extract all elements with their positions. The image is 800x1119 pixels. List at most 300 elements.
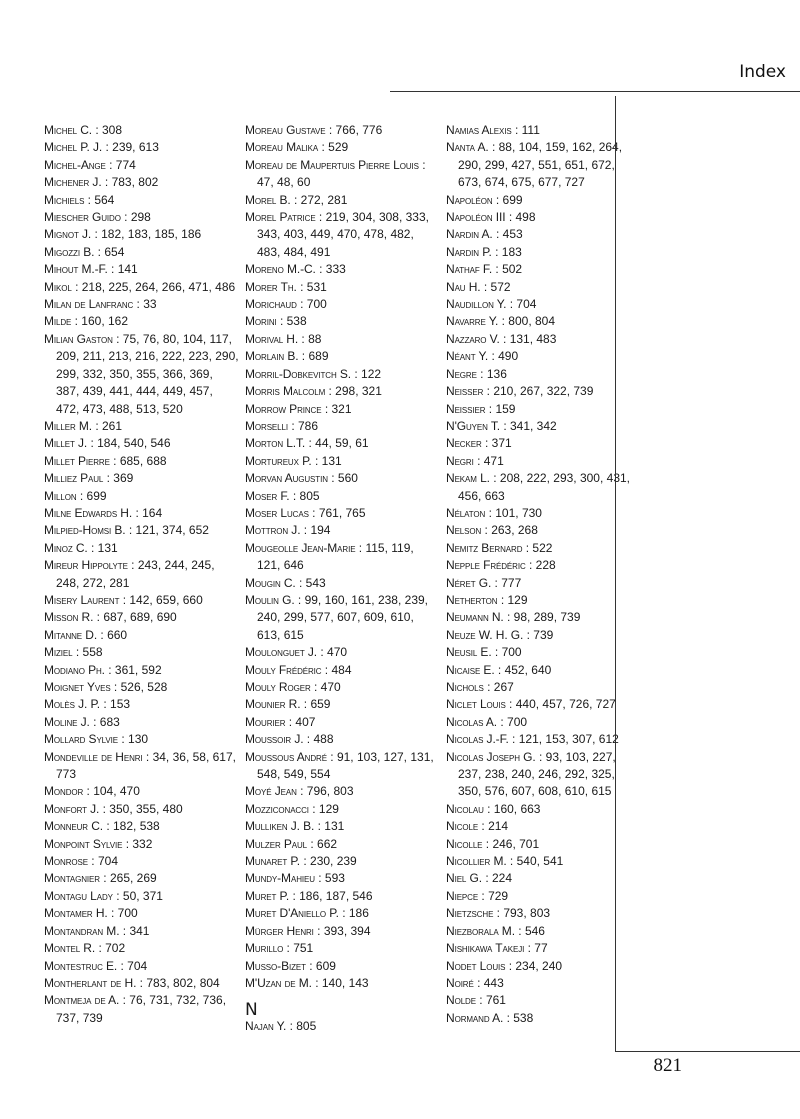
entry-name: Milliez Paul [44, 471, 104, 486]
entry-pages: : 662 [307, 836, 338, 851]
entry-pages: : 122 [351, 366, 382, 381]
index-entry [44, 627, 239, 644]
entry-pages: : 796, 803 [296, 784, 354, 799]
index-entry [245, 279, 437, 296]
entry-name: Musso-Bizet [245, 958, 306, 973]
entry-pages: : 471 [473, 453, 504, 468]
index-entry [245, 679, 437, 696]
entry-pages: : 522 [522, 540, 553, 555]
index-entry [446, 209, 636, 226]
entry-name: Niel G. [446, 871, 482, 886]
entry-name: Monrose [44, 854, 88, 869]
entry-pages: : 593 [314, 871, 345, 886]
entry-name: Murillo [245, 941, 284, 956]
entry-name: Michel C. [44, 123, 92, 137]
entry-pages: : 361, 592 [104, 662, 162, 677]
index-entry [245, 522, 437, 539]
entry-pages: : 183 [491, 244, 522, 259]
entry-name: Morselli [245, 418, 288, 433]
entry-pages: : 230, 239 [300, 854, 357, 869]
index-entry [44, 522, 239, 539]
entry-name: Néret G. [446, 575, 492, 590]
entry-name: Morton L.T. [245, 436, 306, 451]
entry-pages: : 407 [285, 714, 316, 729]
index-entry [44, 174, 239, 191]
entry-name: Nardin A. [446, 227, 493, 242]
entry-name: Mouly Frédéric [245, 662, 322, 677]
index-entry [446, 731, 636, 748]
index-entry [446, 749, 636, 801]
entry-pages: : 766, 776 [325, 123, 383, 137]
index-entry [446, 888, 636, 905]
index-entry [44, 714, 239, 731]
entry-pages: : 543 [295, 575, 326, 590]
entry-pages: : 805 [286, 1019, 317, 1034]
index-entry [446, 627, 636, 644]
entry-pages: : 704 [506, 297, 537, 312]
entry-pages: : 761 [475, 993, 506, 1008]
entry-pages: : 341, 342 [499, 418, 557, 433]
index-entry [446, 905, 636, 922]
index-entry [44, 992, 239, 1027]
entry-name: Mignot J. [44, 227, 92, 242]
entry-name: Nicolau [446, 801, 484, 816]
entry-name: Neumann N. [446, 610, 504, 625]
index-entry [44, 731, 239, 748]
entry-pages: : 77 [524, 941, 548, 956]
entry-pages: : 564 [84, 192, 115, 207]
entry-pages: : 91, 103, 127, 131, 548, 549, 554 [257, 749, 434, 782]
entry-pages: : 111 [511, 123, 540, 137]
entry-pages: : 76, 731, 732, 736, 737, 739 [56, 993, 227, 1025]
index-entry [245, 888, 437, 905]
entry-name: Mürger Henri [245, 923, 314, 938]
index-entry [446, 453, 636, 470]
entry-name: Morris Malcolm [245, 384, 326, 399]
entry-pages: : 470 [317, 645, 348, 660]
entry-pages: : 272, 281 [290, 192, 348, 207]
entry-name: Monfort J. [44, 801, 100, 816]
entry-pages: : 141 [107, 262, 138, 277]
entry-name: Montandran M. [44, 923, 120, 938]
entry-name: Noiré [446, 975, 474, 990]
index-entry [245, 783, 437, 800]
entry-name: Moulin G. [245, 592, 295, 607]
entry-pages: : 659 [300, 697, 331, 712]
index-entry [44, 192, 239, 209]
entry-pages: : 729 [478, 888, 509, 903]
entry-pages: : 75, 76, 80, 104, 117, 209, 211, 213, 216, 222, 223, 290, 299, 332, 350, 355, 366, 369, 387, 439, 441, 444, 449, 457, 472, 473, 488, 513, 520 [56, 331, 239, 416]
index-entry [245, 122, 437, 139]
entry-pages: : 371 [481, 436, 512, 451]
entry-name: Migozzi B. [44, 244, 95, 259]
index-entry [44, 261, 239, 278]
index-entry [446, 331, 636, 348]
entry-pages: : 131 [87, 540, 118, 555]
index-entry [245, 209, 437, 261]
index-entry [245, 296, 437, 313]
entry-pages: : 101, 730 [485, 505, 542, 520]
entry-name: Mozziconacci [245, 801, 309, 816]
index-entry [446, 609, 636, 626]
entry-pages: : 538 [276, 314, 307, 329]
index-entry [446, 1010, 636, 1027]
index-entry [245, 575, 437, 592]
entry-name: Nietzsche [446, 906, 494, 921]
index-entry [44, 609, 239, 626]
index-entry [245, 923, 437, 940]
entry-pages: : 538 [503, 1010, 534, 1025]
index-column-2 [245, 122, 437, 1036]
index-entry [446, 540, 636, 557]
index-entry [245, 540, 437, 575]
entry-name: Montagnier [44, 871, 100, 886]
entry-name: Molès J. P. [44, 697, 101, 712]
entry-name: Morel B. [245, 192, 291, 207]
index-entry [446, 279, 636, 296]
entry-name: Montagu Lady [44, 888, 113, 903]
entry-pages: : 153 [100, 697, 131, 712]
entry-pages: : 683 [89, 714, 120, 729]
page-number: 821 [653, 1055, 682, 1076]
index-entry [446, 244, 636, 261]
index-entry [245, 905, 437, 922]
entry-pages: : 452, 640 [494, 662, 552, 677]
entry-pages: : 654 [94, 244, 125, 259]
index-entry [44, 818, 239, 835]
index-entry [44, 853, 239, 870]
entry-name: Necker [446, 436, 482, 451]
entry-name: Mulzer Paul [245, 836, 308, 851]
entry-pages: : 50, 371 [112, 888, 163, 903]
entry-name: Nicolas A. [446, 714, 498, 729]
entry-pages: : 130 [118, 732, 149, 747]
index-entry [446, 383, 636, 400]
index-entry [245, 662, 437, 679]
entry-name: Michiels [44, 192, 85, 207]
entry-name: Normand A. [446, 1010, 504, 1025]
entry-name: Montherlant de H. [44, 975, 137, 990]
entry-pages: : 160, 663 [483, 801, 541, 816]
index-entry [44, 975, 239, 992]
index-entry [245, 261, 437, 278]
index-entry [446, 958, 636, 975]
entry-pages: : 453 [492, 227, 523, 242]
index-entry [44, 157, 239, 174]
entry-name: Miescher Guido [44, 210, 121, 225]
entry-name: Morival H. [245, 331, 299, 346]
entry-name: Millon [44, 488, 77, 503]
index-entry [44, 505, 239, 522]
entry-name: Miller M. [44, 418, 92, 433]
entry-name: Mundy-Mahieu [245, 871, 315, 886]
header-rule [390, 91, 800, 92]
index-column-3 [446, 122, 636, 1027]
entry-pages: : 488 [303, 732, 334, 747]
entry-pages: : 699 [76, 488, 107, 503]
index-entry [245, 801, 437, 818]
index-entry [446, 975, 636, 992]
entry-pages: : 470 [310, 680, 341, 694]
entry-pages: : 184, 540, 546 [87, 436, 171, 451]
entry-pages: : 298 [120, 210, 151, 225]
entry-name: Morichaud [245, 297, 297, 312]
entry-name: Montestruc E. [44, 958, 118, 973]
index-entry [446, 870, 636, 887]
entry-pages: : 246, 701 [482, 836, 540, 851]
index-entry [44, 783, 239, 800]
index-entry [245, 401, 437, 418]
index-entry [446, 801, 636, 818]
index-entry [44, 958, 239, 975]
entry-pages: : 609 [305, 958, 336, 973]
index-entry [446, 679, 636, 696]
index-entry [44, 592, 239, 609]
index-entry [245, 313, 437, 330]
entry-name: Mihout M.-F. [44, 262, 108, 277]
entry-pages: : 660 [97, 627, 128, 642]
entry-name: Millet Pierre [44, 453, 110, 468]
entry-pages: : 99, 160, 161, 238, 239, 240, 299, 577, 607, 609, 610, 613, 615 [257, 592, 429, 642]
entry-name: Mourier [245, 714, 286, 729]
entry-name: Namias Alexis [446, 123, 512, 137]
entry-pages: : 88, 104, 159, 162, 264, 290, 299, 427, 551, 651, 672, 673, 674, 675, 677, 727 [458, 140, 623, 190]
index-entry [446, 348, 636, 365]
entry-name: Morel Patrice [245, 210, 316, 225]
entry-name: Morini [245, 314, 277, 329]
entry-name: Moulonguet J. [245, 645, 318, 660]
entry-pages: : 263, 268 [481, 523, 538, 538]
index-entry [245, 192, 437, 209]
section-letter: N [245, 1000, 258, 1021]
index-entry [245, 1018, 437, 1035]
entry-pages: : 774 [105, 157, 136, 172]
entry-pages: : 194 [300, 523, 331, 538]
entry-pages: : 121, 374, 652 [125, 523, 209, 538]
entry-pages: : 777 [491, 575, 522, 590]
entry-pages: : 261 [92, 418, 123, 433]
entry-name: Nazzaro V. [446, 331, 500, 346]
index-entry [446, 644, 636, 661]
entry-name: Mondeville de Henri [44, 749, 143, 764]
index-entry [245, 958, 437, 975]
entry-pages: : 243, 244, 245, 248, 272, 281 [56, 558, 215, 590]
entry-name: Morlain B. [245, 349, 299, 364]
entry-name: Mouly Roger [245, 680, 311, 694]
entry-pages: : 529 [318, 140, 349, 155]
entry-pages: : 805 [289, 488, 320, 503]
index-entry [245, 644, 437, 661]
entry-name: Moreno M.-C. [245, 262, 316, 277]
entry-pages: : 142, 659, 660 [119, 592, 203, 607]
entry-pages: : 93, 103, 227, 237, 238, 240, 246, 292, 325, 350, 576, 607, 608, 610, 615 [458, 749, 616, 799]
entry-name: Mitanne D. [44, 627, 98, 642]
entry-name: Mounier R. [245, 697, 301, 712]
entry-pages: : 182, 538 [103, 819, 160, 834]
entry-name: Nau H. [446, 279, 481, 294]
entry-name: Nelson [446, 523, 482, 538]
entry-name: Moline J. [44, 714, 90, 729]
index-entry [446, 418, 636, 435]
entry-pages: : 800, 804 [498, 314, 556, 329]
index-entry [245, 157, 437, 192]
index-entry [44, 226, 239, 243]
index-entry [245, 331, 437, 348]
entry-name: Mondor [44, 784, 84, 799]
entry-name: Napoléon [446, 192, 493, 207]
index-entry [446, 261, 636, 278]
index-entry [245, 818, 437, 835]
index-entry [44, 749, 239, 784]
entry-pages: : 546 [514, 923, 545, 938]
entry-name: Negri [446, 453, 474, 468]
entry-name: Milan de Lanfranc [44, 297, 134, 312]
index-entry [44, 923, 239, 940]
entry-name: Morer Th. [245, 279, 297, 294]
entry-pages: : 526, 528 [110, 680, 168, 694]
entry-pages: : 218, 225, 264, 266, 471, 486 [71, 279, 236, 294]
entry-name: Neusil E. [446, 645, 492, 660]
index-entry [44, 696, 239, 713]
index-entry [446, 592, 636, 609]
entry-pages: : 443 [473, 975, 504, 990]
index-entry [44, 836, 239, 853]
index-entry [44, 644, 239, 661]
entry-name: Nicaise E. [446, 662, 495, 677]
entry-name: Napoléon III [446, 210, 506, 225]
entry-pages: : 739 [523, 627, 554, 642]
entry-pages: : 265, 269 [99, 871, 157, 886]
entry-name: Nodet Louis [446, 958, 506, 973]
entry-name: Michel-Ange [44, 157, 106, 172]
index-entry [446, 662, 636, 679]
index-entry [245, 853, 437, 870]
index-entry [245, 870, 437, 887]
entry-name: Milde [44, 314, 72, 329]
index-entry [245, 418, 437, 435]
index-entry [44, 488, 239, 505]
entry-pages: : 129 [308, 801, 339, 816]
entry-name: Monneur C. [44, 819, 103, 834]
entry-name: Nanta A. [446, 140, 489, 155]
entry-pages: : 700 [491, 645, 522, 660]
entry-name: Modiano Ph. [44, 662, 105, 677]
index-entry [44, 244, 239, 261]
entry-pages: : 685, 688 [109, 453, 167, 468]
entry-name: Mougeolle Jean-Marie [245, 540, 356, 555]
entry-pages: : 440, 457, 726, 727 [505, 697, 616, 712]
entry-name: Mollard Sylvie [44, 732, 119, 747]
entry-pages: : 689 [298, 349, 329, 364]
index-entry [245, 749, 437, 784]
index-entry [446, 836, 636, 853]
entry-name: Negre [446, 366, 477, 381]
index-entry [44, 888, 239, 905]
index-entry [44, 470, 239, 487]
entry-pages: : 783, 802 [101, 175, 159, 190]
index-entry [245, 383, 437, 400]
entry-pages: : 786 [288, 418, 319, 433]
entry-name: Moreau Malika [245, 140, 319, 155]
index-entry [446, 401, 636, 418]
entry-name: Milian Gaston [44, 331, 113, 346]
index-entry [44, 418, 239, 435]
entry-name: Moreau de Maupertuis Pierre Louis [245, 157, 419, 172]
entry-pages: : 321 [321, 401, 352, 416]
index-entry [44, 940, 239, 957]
entry-name: Monpoint Sylvie [44, 836, 123, 851]
index-entry [245, 435, 437, 452]
entry-pages: : 239, 613 [102, 140, 159, 155]
entry-name: Milne Edwards H. [44, 505, 133, 520]
index-entry [446, 557, 636, 574]
entry-name: Néant Y. [446, 349, 489, 364]
entry-name: Navarre Y. [446, 314, 499, 329]
entry-pages: : 234, 240 [505, 958, 563, 973]
index-entry [44, 870, 239, 887]
entry-name: Munaret P. [245, 854, 301, 869]
entry-name: Moser F. [245, 488, 290, 503]
entry-pages: : 136 [476, 366, 507, 381]
entry-name: Miziel [44, 645, 73, 660]
entry-pages: : 182, 183, 185, 186 [91, 227, 202, 242]
entry-pages: : 687, 689, 690 [93, 610, 177, 625]
footer-vertical-rule [615, 96, 616, 1051]
index-entry [446, 296, 636, 313]
index-entry [446, 522, 636, 539]
entry-pages: : 164 [132, 505, 163, 520]
entry-pages: : 159 [485, 401, 516, 416]
entry-pages: : 490 [488, 349, 519, 364]
index-entry [446, 192, 636, 209]
running-header-title: Index [739, 62, 786, 82]
entry-pages: : 104, 470 [83, 784, 140, 799]
entry-name: Naudillon Y. [446, 297, 507, 312]
entry-pages: : 572 [480, 279, 511, 294]
footer-rule [615, 1051, 800, 1052]
index-entry [245, 488, 437, 505]
index-entry [245, 714, 437, 731]
entry-name: Moyé Jean [245, 784, 297, 799]
index-entry [44, 279, 239, 296]
entry-name: Morrow Prince [245, 401, 322, 416]
index-column-1 [44, 122, 239, 1027]
entry-pages: : 702 [95, 941, 126, 956]
entry-pages: : 369 [103, 471, 134, 486]
index-entry [245, 470, 437, 487]
entry-pages: : 88 [298, 331, 322, 346]
index-entry [44, 313, 239, 330]
entry-pages: : 558 [72, 645, 103, 660]
entry-pages: : 704 [117, 958, 148, 973]
entry-name: Minoz C. [44, 540, 88, 555]
entry-name: Nekam L. [446, 471, 490, 486]
entry-name: Nichols [446, 680, 484, 694]
index-entry [446, 366, 636, 383]
index-entry [446, 992, 636, 1009]
entry-name: Moignet Yves [44, 680, 111, 694]
entry-pages: : 333 [315, 262, 346, 277]
index-entry [446, 923, 636, 940]
index-entry [446, 226, 636, 243]
entry-name: Muret P. [245, 888, 290, 903]
entry-pages: : 700 [296, 297, 327, 312]
entry-name: Mulliken J. B. [245, 819, 315, 834]
entry-pages: : 44, 59, 61 [305, 436, 369, 451]
index-entry [446, 313, 636, 330]
entry-name: Mireur Hippolyte [44, 558, 128, 573]
entry-name: M'Uzan de M. [245, 975, 312, 990]
